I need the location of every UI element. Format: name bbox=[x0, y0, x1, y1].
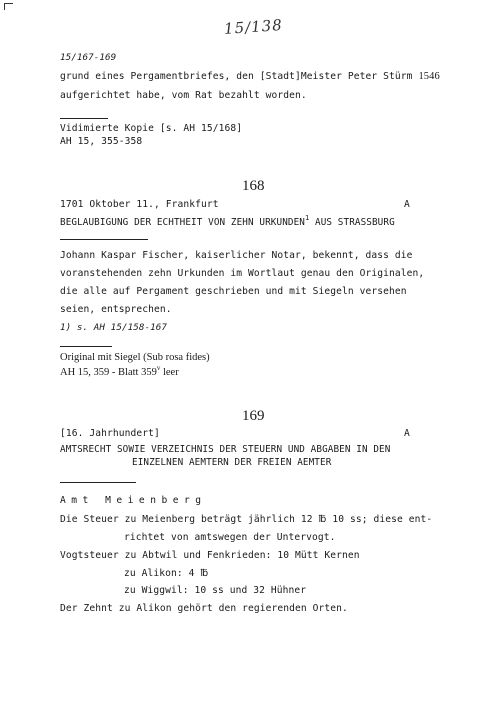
doc169-body-line-1: Die Steuer zu Meienberg beträgt jährlich 12 ℔ 10 ss; diese ent- bbox=[60, 514, 433, 525]
doc167-line1-year: 1546 bbox=[418, 71, 440, 82]
doc168-title-footnote-ref: 1 bbox=[304, 214, 310, 222]
doc168-body-line-3: die alle auf Pergament geschrieben und mit Siegeln versehen bbox=[60, 286, 407, 297]
doc168-body-line-2: voranstehenden zehn Urkunden im Wortlaut genau den Originalen, bbox=[60, 268, 425, 279]
doc169-body-line-2: richtet von amtswegen der Untervogt. bbox=[124, 532, 336, 543]
separator-rule bbox=[60, 239, 148, 240]
separator-rule bbox=[60, 346, 112, 347]
doc168-title bbox=[60, 214, 395, 228]
doc168-title-after: AUS STRASSBURG bbox=[309, 217, 395, 228]
doc169-section-heading: Amt Meienberg bbox=[60, 495, 207, 506]
doc168-body-line-1: Johann Kaspar Fischer, kaiserlicher Notar, bekennt, dass die bbox=[60, 250, 413, 261]
doc169-body-line-6: Der Zehnt zu Alikon gehört den regierenden Orten. bbox=[60, 603, 348, 614]
doc168-footnote: 1) s. AH 15/158-167 bbox=[60, 322, 167, 333]
doc168-source-line-2 bbox=[60, 364, 179, 378]
doc169-title-line-2: EINZELNEN AEMTERN DER FREIEN AEMTER bbox=[132, 457, 332, 468]
doc169-number: 169 bbox=[242, 408, 265, 424]
doc168-body-line-4: seien, entsprechen. bbox=[60, 304, 172, 315]
doc168-source-verso: v bbox=[156, 364, 161, 372]
separator-rule bbox=[60, 118, 108, 119]
handwritten-folio-number: 15/138 bbox=[223, 15, 284, 39]
doc169-body-line-3: Vogtsteuer zu Abtwil und Fenkrieden: 10 Mütt Kernen bbox=[60, 550, 360, 561]
separator-rule bbox=[60, 482, 136, 483]
doc167-text-line-1 bbox=[60, 71, 440, 82]
doc168-marker: A bbox=[404, 199, 410, 210]
doc169-title-line-1: AMTSRECHT SOWIE VERZEICHNIS DER STEUERN UND ABGABEN IN DEN bbox=[60, 444, 391, 455]
doc168-source-after: leer bbox=[160, 367, 179, 378]
doc168-date-place: 1701 Oktober 11., Frankfurt bbox=[60, 199, 219, 210]
doc169-body-line-5: zu Wiggwil: 10 ss und 32 Hühner bbox=[124, 585, 307, 596]
doc169-body-line-4: zu Alikon: 4 ℔ bbox=[124, 568, 209, 579]
doc168-title-before: BEGLAUBIGUNG DER ECHTHEIT VON ZEHN URKUNDEN bbox=[60, 217, 305, 228]
doc168-source-line-1: Original mit Siegel (Sub rosa fides) bbox=[60, 352, 210, 363]
doc168-number: 168 bbox=[242, 178, 265, 194]
doc167-note-line-1: Vidimierte Kopie [s. AH 15/168] bbox=[60, 123, 243, 134]
doc169-marker: A bbox=[404, 428, 410, 439]
doc168-source-ref: AH 15, 359 - Blatt 359 bbox=[60, 367, 157, 378]
doc169-date: [16. Jahrhundert] bbox=[60, 428, 160, 439]
running-head: 15/167-169 bbox=[60, 52, 117, 63]
corner-mark bbox=[4, 3, 13, 10]
doc167-note-line-2: AH 15, 355-358 bbox=[60, 136, 143, 147]
doc167-line1-text: grund eines Pergamentbriefes, den [Stadt]Meister Peter Stürm bbox=[60, 71, 413, 82]
doc167-text-line-2: aufgerichtet habe, vom Rat bezahlt worden. bbox=[60, 90, 307, 101]
